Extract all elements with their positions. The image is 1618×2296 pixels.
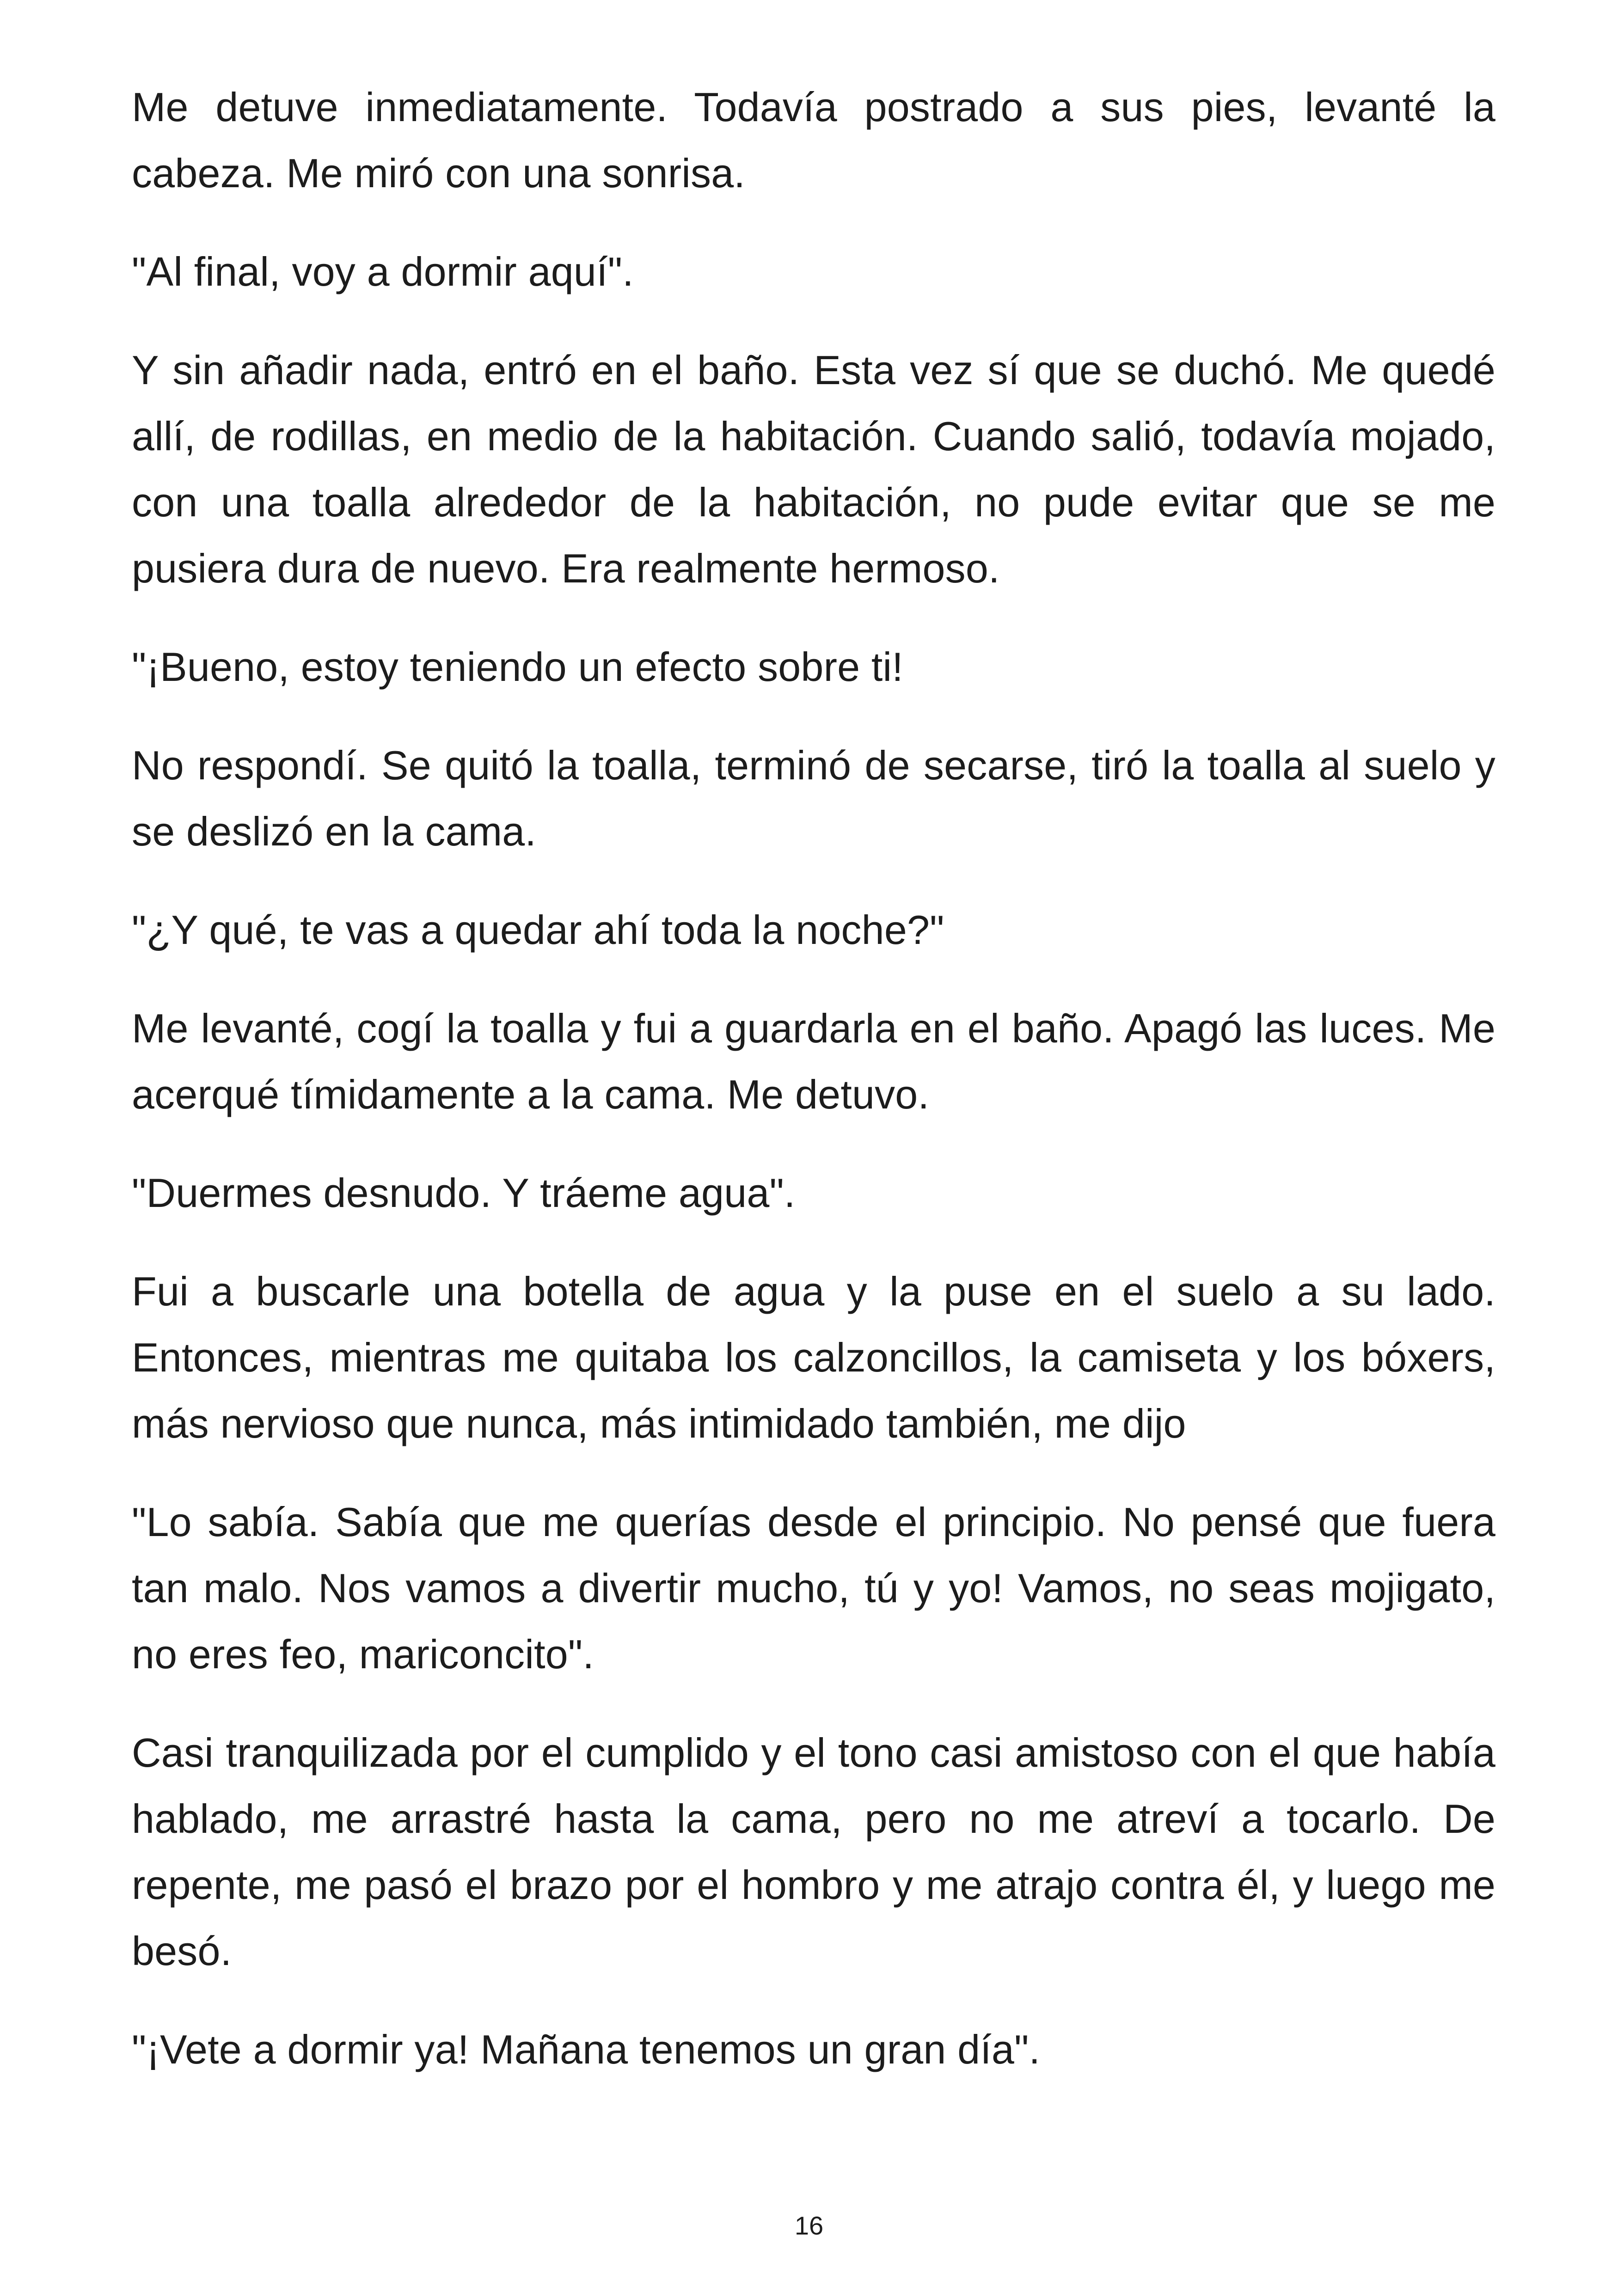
paragraph-6: "¿Y qué, te vas a quedar ahí toda la noche?" [132, 907, 944, 953]
paragraph-7: Me levanté, cogí la toalla y fui a guardarla en el baño. Apagó las luces. Me acerqué tímidamente a la cama. Me detuvo. [132, 1005, 1495, 1117]
paragraph-11: Casi tranquilizada por el cumplido y el tono casi amistoso con el que había hablado, me arrastré hasta la cama, pero no me atreví a tocarlo. De repente, me pasó el brazo por el hombro y me atrajo contra él, y luego me besó. [132, 1730, 1495, 1974]
document-body [132, 74, 1495, 2115]
paragraph-1: Me detuve inmediatamente. Todavía postrado a sus pies, levanté la cabeza. Me miró con una sonrisa. [132, 84, 1495, 196]
paragraph-3: Y sin añadir nada, entró en el baño. Esta vez sí que se duchó. Me quedé allí, de rodillas, en medio de la habitación. Cuando salió, todavía mojado, con una toalla alrededor de la habitación, no pude evitar que se me pusiera dura de nuevo. Era realmente hermoso. [132, 347, 1495, 591]
paragraph-2: "Al final, voy a dormir aquí". [132, 249, 634, 294]
paragraph-8: "Duermes desnudo. Y tráeme agua". [132, 1170, 796, 1216]
paragraph-9: Fui a buscarle una botella de agua y la puse en el suelo a su lado. Entonces, mientras me quitaba los calzoncillos, la camiseta y los bóxers, más nervioso que nunca, más intimidado también, me dijo [132, 1268, 1495, 1446]
paragraph-12: "¡Vete a dormir ya! Mañana tenemos un gran día". [132, 2027, 1041, 2072]
paragraph-4: "¡Bueno, estoy teniendo un efecto sobre ti! [132, 644, 903, 690]
page-number: 16 [794, 2211, 824, 2240]
paragraph-5: No respondí. Se quitó la toalla, terminó de secarse, tiró la toalla al suelo y se deslizó en la cama. [132, 742, 1495, 854]
paragraph-10: "Lo sabía. Sabía que me querías desde el principio. No pensé que fuera tan malo. Nos vamos a divertir mucho, tú y yo! Vamos, no seas mojigato, no eres feo, mariconcito". [132, 1499, 1495, 1677]
